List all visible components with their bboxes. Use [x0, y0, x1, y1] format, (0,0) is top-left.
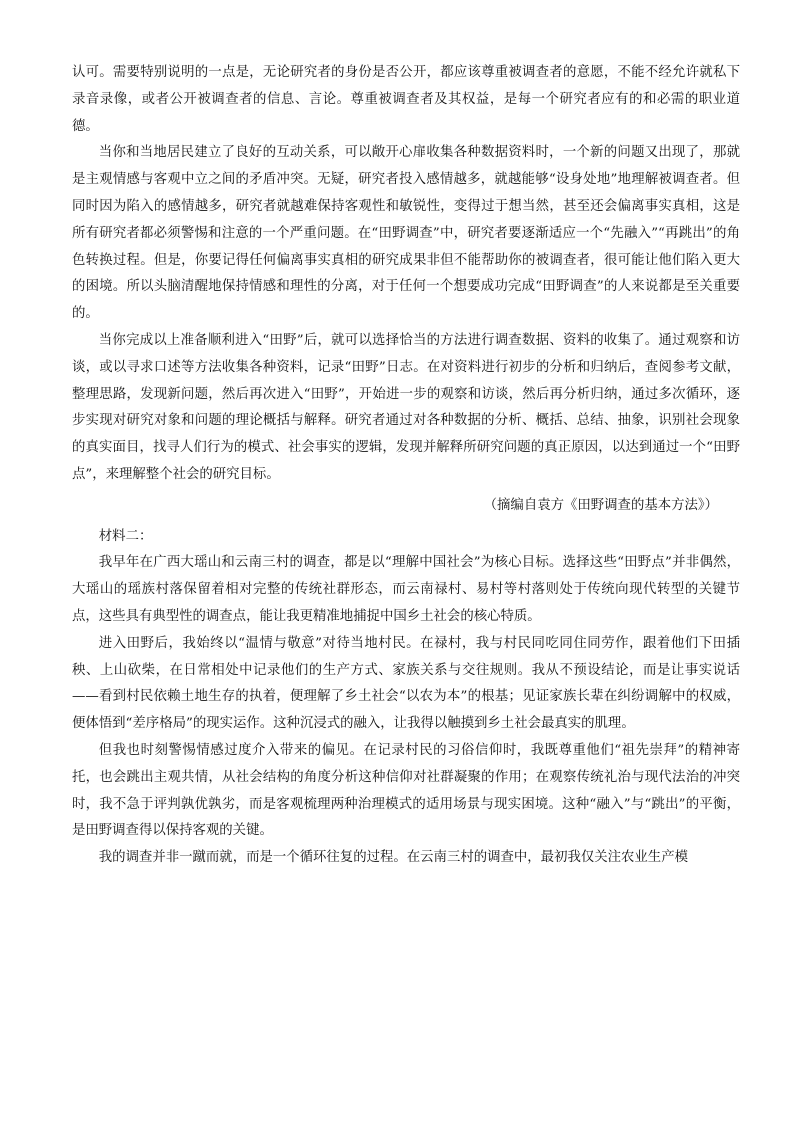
- material-paragraph-4: 我的调查并非一蹴而就，而是一个循环往复的过程。在云南三村的调查中，最初我仅关注农业生产模: [98, 850, 688, 866]
- paragraph-2: 当你和当地居民建立了良好的互动关系，可以敞开心扉收集各种数据资料时，一个新的问题又出现了，那就是主观情感与客观中立之间的矛盾冲突。无疑，研究者投入感情越多，就越能够“设身处地”地理解被调查者。但同时因为陷入的感情越多，研究者就越难保持客观性和敏锐性，变得过于想当然，甚至还会偏离事实真相，这是所有研究者都必须警惕和注意的一个严重问题。在“田野调查”中，研究者要逐渐适应一个“先融入”“再跳出”的角色转换过程。但是，你要记得任何偏离事实真相的研究成果非但不能帮助你的被调查者，很可能让他们陷入更大的困境。所以头脑清醒地保持情感和理性的分离，对于任何一个想要成功完成“田野调查”的人来说都是至关重要的。: [72, 145, 740, 322]
- source-citation: （摘编自袁方《田野调查的基本方法》）: [483, 497, 718, 513]
- material-paragraph-2: 进入田野后，我始终以“温情与敬意”对待当地村民。在禄村，我与村民同吃同住同劳作，跟着他们下田插秧、上山砍柴，在日常相处中记录他们的生产方式、家族关系与交往规则。我从不预设结论，而是让事实说话——看到村民依赖土地生存的执着，便理解了乡土社会“以农为本”的根基；见证家族长辈在纠纷调解中的权威，便体悟到“差序格局”的现实运作。这种沉浸式的融入，让我得以触摸到乡土社会最真实的肌理。: [72, 635, 740, 732]
- paragraph-1: 认可。需要特别说明的一点是，无论研究者的身份是否公开，都应该尊重被调查者的意愿，不能不经允许就私下录音录像，或者公开被调查者的信息、言论。尊重被调查者及其权益，是每一个研究者应有的和必需的职业道德。: [72, 65, 740, 134]
- material-paragraph-1: 我早年在广西大瑶山和云南三村的调查，都是以“理解中国社会”为核心目标。选择这些“田野点”并非偶然，大瑶山的瑶族村落保留着相对完整的传统社群形态，而云南禄村、易村等村落则处于传统向现代转型的关键节点，这些具有典型性的调查点，能让我更精准地捕捉中国乡土社会的核心特质。: [72, 555, 740, 624]
- paragraph-3: 当你完成以上准备顺利进入“田野”后，就可以选择恰当的方法进行调查数据、资料的收集了。通过观察和访谈，或以寻求口述等方法收集各种资料，记录“田野”日志。在对资料进行初步的分析和归纳后，查阅参考文献，整理思路，发现新问题，然后再次进入“田野”，开始进一步的观察和访谈，然后再分析归纳，通过多次循环，逐步实现对研究对象和问题的理论概括与解释。研究者通过对各种数据的分析、概括、总结、抽象，识别社会现象的真实面目，找寻人们行为的模式、社会事实的逻辑，发现并解释所研究问题的真正原因，以达到通过一个“田野点”，来理解整个社会的研究目标。: [72, 332, 740, 482]
- document-page: [72, 60, 740, 872]
- material-paragraph-3: 但我也时刻警惕情感过度介入带来的偏见。在记录村民的习俗信仰时，我既尊重他们“祖先崇拜”的精神寄托，也会跳出主观共情，从社会结构的角度分析这种信仰对社群凝聚的作用；在观察传统礼治与现代法治的冲突时，我不急于评判孰优孰劣，而是客观梳理两种治理模式的适用场景与现实困境。这种“融入”与“跳出”的平衡，是田野调查得以保持客观的关键。: [72, 742, 740, 839]
- material-heading: 材料二：: [98, 528, 153, 544]
